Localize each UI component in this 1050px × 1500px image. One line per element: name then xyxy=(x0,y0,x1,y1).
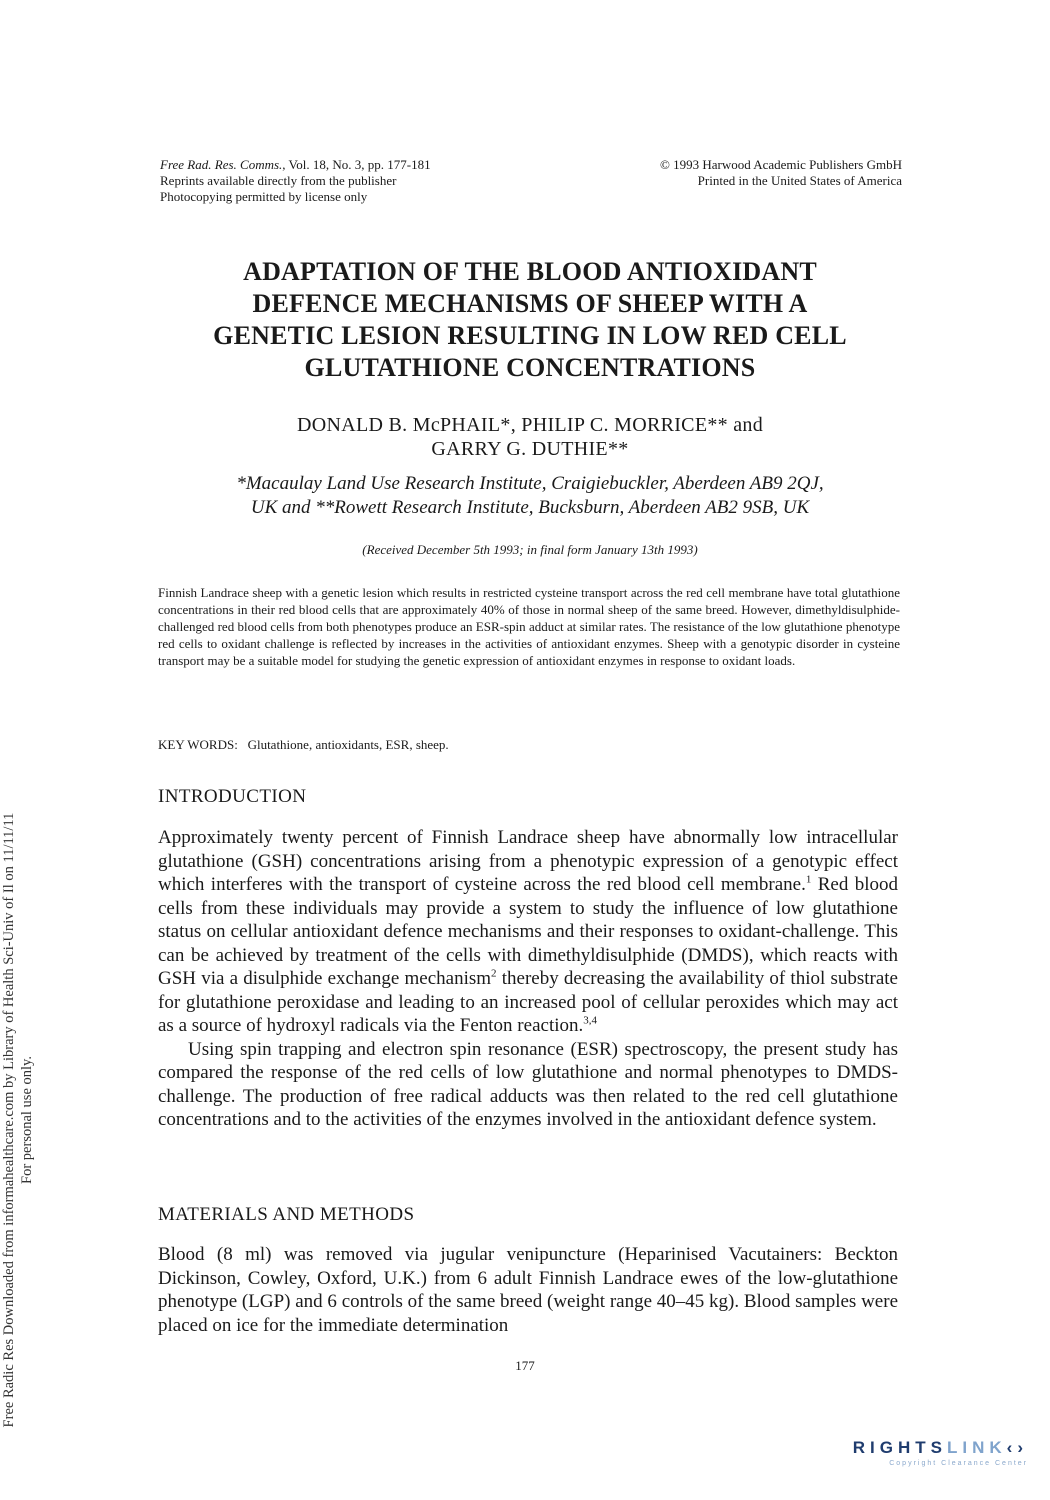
introduction-heading: INTRODUCTION xyxy=(158,786,307,807)
rightslink-logo xyxy=(808,1437,1028,1477)
methods-body xyxy=(158,1243,898,1337)
authors-line-1: DONALD B. McPHAIL*, PHILIP C. MORRICE** and xyxy=(296,414,764,436)
title-line-4: GLUTATHIONE CONCENTRATIONS xyxy=(304,353,756,382)
logo-subtitle: Copyright Clearance Center xyxy=(889,1460,1028,1467)
journal-name: Free Rad. Res. Comms. xyxy=(160,157,283,172)
keywords-value: Glutathione, antioxidants, ESR, sheep. xyxy=(247,737,449,752)
received-dates: (Received December 5th 1993; in final form January 13th 1993) xyxy=(362,542,698,557)
intro-text-c: thereby decreasing the availability of thiol substrate for glutathione peroxidase and leading to an increased pool of cellular peroxides which may act as a source of hydroxyl radicals via the Fenton reaction. xyxy=(158,968,898,1036)
logo-text-link: LINK xyxy=(947,1438,1007,1457)
affiliation-line-1: *Macaulay Land Use Research Institute, Craigiebuckler, Aberdeen AB9 2QJ, xyxy=(236,473,824,494)
affiliation-line-2: UK and **Rowett Research Institute, Bucksburn, Aberdeen AB2 9SB, UK xyxy=(250,497,810,518)
journal-volume: , Vol. 18, No. 3, pp. 177-181 xyxy=(282,157,431,172)
authors-line-2: GARRY G. DUTHIE** xyxy=(431,438,629,460)
logo-text-rights: RIGHTS xyxy=(852,1438,947,1457)
abstract: Finnish Landrace sheep with a genetic lesion which results in restricted cysteine transport across the red cell membrane have total glutathione concentrations in their red blood cells that are approximately 40% of those in normal sheep of the same breed. However, dimethyldisulphide-challenged red blood cells from both phenotypes produce an ESR-spin adduct at similar rates. The resistance of the low glutathione phenotype red cells to oxidant challenge is reflected by increases in the activities of antioxidant enzymes. Sheep with a genotypic disorder in cysteine transport may be a suitable model for studying the genetic expression of antioxidant enzymes in response to oxidant loads. xyxy=(158,585,900,668)
keywords-label: KEY WORDS: xyxy=(158,737,238,752)
logo-bracket-icon: ‹› xyxy=(1006,1438,1028,1457)
authors xyxy=(150,413,910,461)
title-line-3: GENETIC LESION RESULTING IN LOW RED CELL xyxy=(213,321,847,350)
intro-text-b: Red blood cells from these individuals may provide a system to study the influence of low glutathione status on cellular antioxidant defence mechanisms and their responses to oxidant-challenge. This can be achieved by treatment of the cells with dimethyldisulphide (DMDS), which reacts with GSH via a disulphide exchange mechanism xyxy=(158,874,898,989)
download-watermark xyxy=(0,800,40,1440)
methods-heading: MATERIALS AND METHODS xyxy=(158,1204,415,1225)
title-line-2: DEFENCE MECHANISMS OF SHEEP WITH A xyxy=(252,289,808,318)
methods-paragraph-1: Blood (8 ml) was removed via jugular venipuncture (Heparinised Vacutainers: Beckton Dickinson, Cowley, Oxford, U.K.) from 6 adult Finnish Landrace ewes of the low-glutathione phenotype (LGP) and 6 controls of the same breed (weight range 40–45 kg). Blood samples were placed on ice for the immediate determination xyxy=(158,1244,898,1336)
intro-text-a: Approximately twenty percent of Finnish Landrace sheep have abnormally low intracellular glutathione (GSH) concentrations arising from a phenotypic expression of a genotypic effect which interferes with the transport of cysteine across the red blood cell membrane. xyxy=(158,827,898,895)
reference-2: 2 xyxy=(491,967,497,980)
article-title xyxy=(150,256,910,384)
copyright-line: © 1993 Harwood Academic Publishers GmbH xyxy=(659,157,902,172)
printed-line: Printed in the United States of America xyxy=(697,173,902,188)
introduction-paragraph-1 xyxy=(158,826,898,1038)
title-line-1: ADAPTATION OF THE BLOOD ANTIOXIDANT xyxy=(243,257,817,286)
reference-1: 1 xyxy=(805,873,812,886)
keywords xyxy=(158,736,449,753)
publisher-header xyxy=(660,157,902,189)
watermark-line-1: Free Radic Res Downloaded from informahealthcare.com by Library of Health Sci-Univ of Il on 11/11/11 xyxy=(1,812,17,1428)
journal-header xyxy=(160,157,431,205)
photocopy-note: Photocopying permitted by license only xyxy=(160,189,368,204)
introduction-body xyxy=(158,826,898,1132)
reprints-note: Reprints available directly from the publisher xyxy=(160,173,397,188)
reference-3-4: 3,4 xyxy=(583,1014,597,1027)
watermark-line-2: For personal use only. xyxy=(19,1056,35,1184)
affiliations xyxy=(140,472,920,520)
introduction-paragraph-2: Using spin trapping and electron spin resonance (ESR) spectroscopy, the present study has compared the response of the red cells of low glutathione and normal phenotypes to DMDS-challenge. The production of free radical adducts was then related to the red cell glutathione concentrations and to the activities of the enzymes involved in the antioxidant defence system. xyxy=(158,1038,898,1130)
page-number: 177 xyxy=(515,1358,535,1373)
